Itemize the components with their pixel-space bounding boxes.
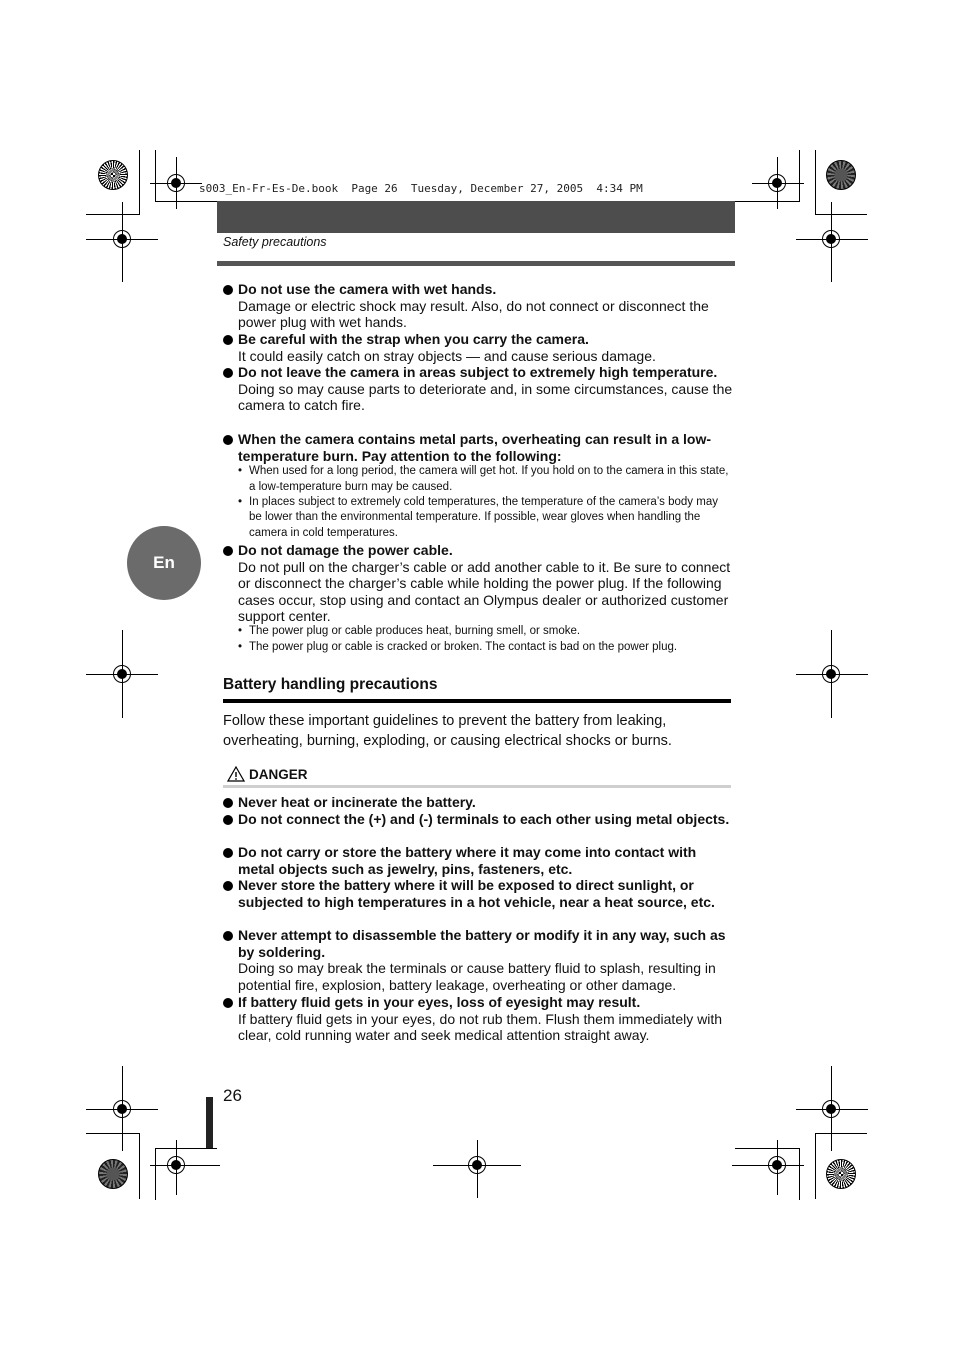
section-label: Safety precautions — [223, 235, 327, 249]
list-item — [223, 431, 733, 541]
page-number: 26 — [223, 1086, 242, 1105]
item-heading: Do not connect the (+) and (-) terminals to each other using metal objects. — [223, 811, 733, 828]
warning-triangle-icon — [227, 766, 245, 782]
item-body: Do not pull on the charger’s cable or add another cable to it. Be sure to connect or disconnect the charger’s cable while holding the power plug. If the following cases occur, stop using and contact an Olympus dealer or authorized customer support center. — [238, 558, 731, 624]
item-body: Damage or electric shock may result. Also, do not connect or disconnect the power plug with wet hands. — [238, 297, 709, 331]
list-item — [223, 811, 733, 828]
item-heading: Do not use the camera with wet hands. — [223, 281, 733, 298]
list-item — [223, 542, 733, 655]
language-tab — [127, 526, 201, 600]
section-rule — [223, 699, 731, 703]
item-heading: Do not carry or store the battery where it may come into contact with metal objects such as jewelry, pins, fasteners, etc. — [223, 844, 733, 877]
item-heading: Never attempt to disassemble the battery or modify it in any way, such as by soldering. — [223, 927, 733, 960]
section-heading: Battery handling precautions — [223, 676, 438, 693]
danger-label-text: DANGER — [249, 766, 308, 782]
sub-item: • The power plug or cable produces heat, burning smell, or smoke. — [223, 624, 733, 639]
item-heading: Be careful with the strap when you carry the camera. — [223, 331, 733, 348]
item-heading: When the camera contains metal parts, overheating can result in a low-temperature burn. Pay attention to the following: — [223, 431, 733, 464]
list-item — [223, 794, 733, 811]
item-heading: Do not leave the camera in areas subject to extremely high temperature. — [223, 364, 733, 381]
section-intro: Follow these important guidelines to prevent the battery from leaking, overheating, burning, exploding, or causing electrical shocks or burns. — [223, 713, 672, 749]
item-body: Doing so may cause parts to deteriorate and, in some circumstances, cause the camera to catch fire. — [238, 380, 733, 414]
registration-rosette-icon — [826, 160, 856, 190]
list-item — [223, 331, 733, 364]
list-item — [223, 877, 733, 910]
list-item — [223, 927, 733, 993]
item-heading: If battery fluid gets in your eyes, loss of eyesight may result. — [223, 994, 733, 1011]
danger-rule — [223, 785, 731, 788]
header-rule — [217, 261, 735, 266]
item-heading: Do not damage the power cable. — [223, 542, 733, 559]
sub-item: • In places subject to extremely cold temperatures, the temperature of the camera’s body may be lower than the environmental temperature. If possible, wear gloves when handling the camera in cold temperatures. — [223, 495, 733, 541]
item-heading: Never store the battery where it will be exposed to direct sunlight, or subjected to high temperatures in a hot vehicle, near a heat source, etc. — [223, 877, 733, 910]
item-body: It could easily catch on stray objects — and cause serious damage. — [238, 347, 656, 364]
danger-label — [227, 766, 308, 782]
list-item — [223, 364, 733, 414]
language-tab-label: En — [153, 553, 175, 572]
list-item — [223, 994, 733, 1044]
item-body: If battery fluid gets in your eyes, do not rub them. Flush them immediately with clear, cold running water and seek medical attention straight away. — [238, 1010, 722, 1044]
page-edge-bar — [206, 1097, 213, 1148]
sub-item: • When used for a long period, the camera will get hot. If you hold on to the camera in this state, a low-temperature burn may be caused. — [223, 464, 733, 495]
sub-item: • The power plug or cable is cracked or broken. The contact is bad on the power plug. — [223, 640, 733, 655]
list-item — [223, 844, 733, 877]
registration-rosette-icon — [98, 1159, 128, 1189]
registration-rosette-icon — [98, 160, 128, 190]
list-item — [223, 281, 733, 331]
print-file-header: s003_En-Fr-Es-De.book Page 26 Tuesday, December 27, 2005 4:34 PM — [199, 182, 643, 195]
header-bar — [217, 201, 735, 233]
item-heading: Never heat or incinerate the battery. — [223, 794, 733, 811]
registration-rosette-icon — [826, 1159, 856, 1189]
item-body: Doing so may break the terminals or cause battery fluid to splash, resulting in potential fire, explosion, battery leakage, overheating or other damage. — [238, 960, 716, 993]
